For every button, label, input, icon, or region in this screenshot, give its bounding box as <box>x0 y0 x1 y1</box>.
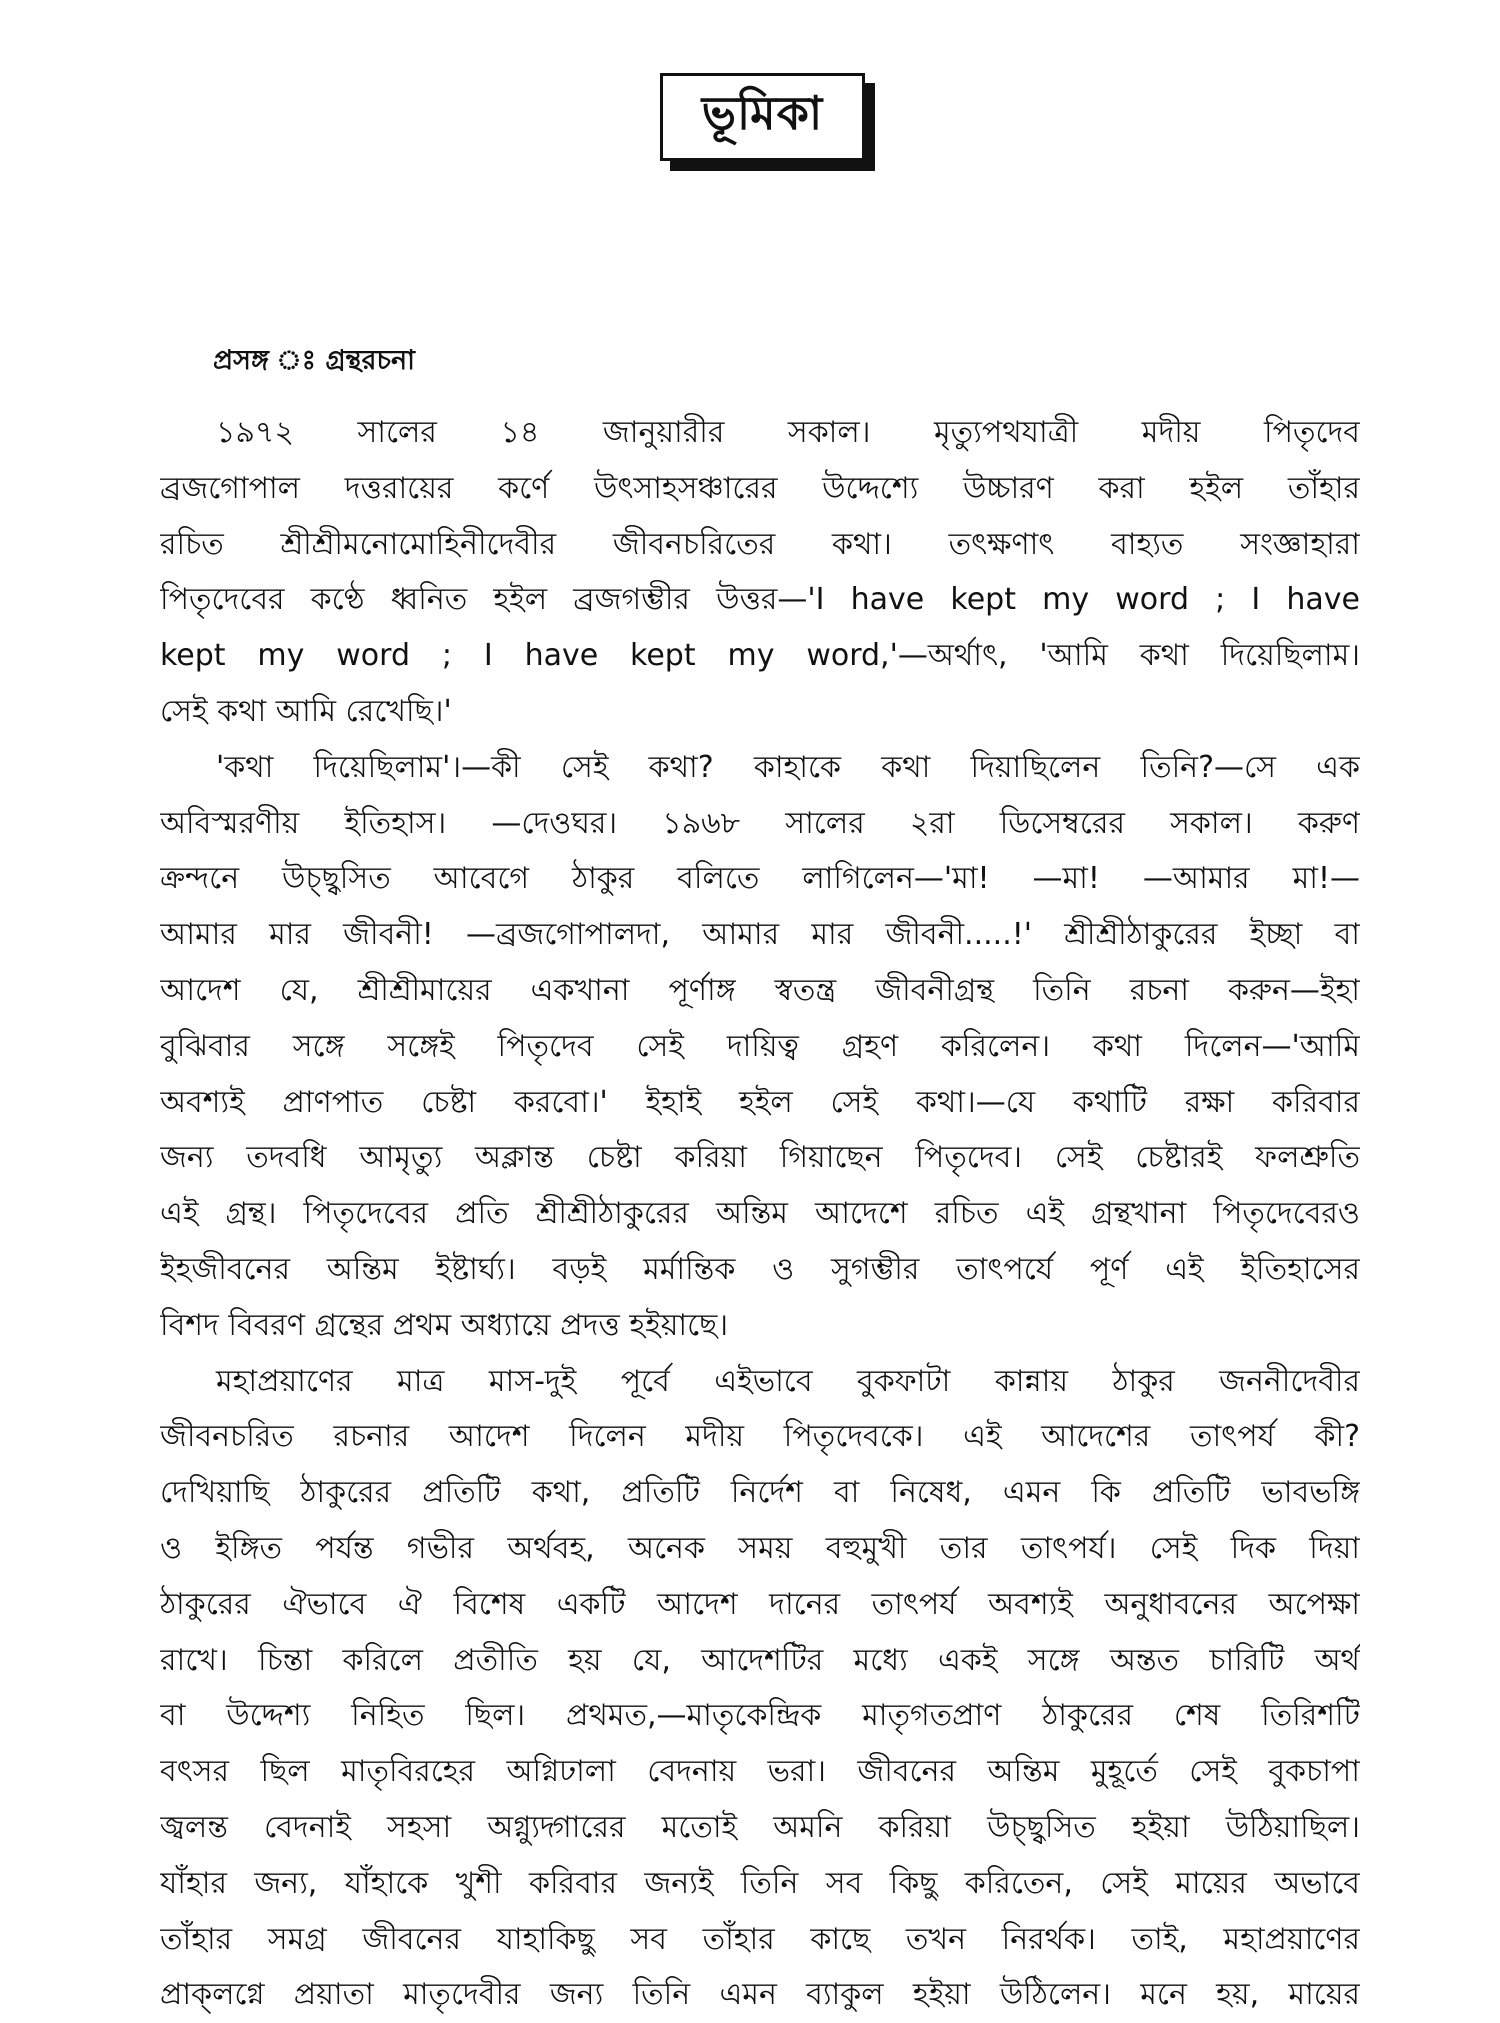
text-line: প্রাক্‌লগ্নে প্রয়াতা মাতৃদেবীর জন্য তিনি এমন ব্যাকুল হইয়া উঠিলেন। মনে হয়, মায়ের <box>160 1977 1360 2013</box>
title-box <box>660 73 865 161</box>
text-line: সেই কথা আমি রেখেছি।' <box>160 693 452 729</box>
text-line: আমার মার জীবনী! —ব্রজগোপালদা, আমার মার জীবনী.....!' শ্রীশ্রীঠাকুরের ইচ্ছা বা <box>160 917 1360 953</box>
text-line: জীবনচরিত রচনার আদেশ দিলেন মদীয় পিতৃদেবকে। এই আদেশের তাৎপর্য কী? <box>160 1419 1360 1455</box>
text-line: রচিত শ্রীশ্রীমনোমোহিনীদেবীর জীবনচরিতের কথা। তৎক্ষণাৎ বাহ্যত সংজ্ঞাহারা <box>160 526 1360 562</box>
text-line: ও ইঙ্গিত পর্যন্ত গভীর অর্থবহ, অনেক সময় বহুমুখী তার তাৎপর্য। সেই দিক দিয়া <box>160 1530 1360 1566</box>
text-line: ব্রজগোপাল দত্তরায়ের কর্ণে উৎসাহসঞ্চারের উদ্দেশ্যে উচ্চারণ করা হইল তাঁহার <box>160 470 1360 506</box>
text-line: দেখিয়াছি ঠাকুরের প্রতিটি কথা, প্রতিটি নির্দেশ বা নিষেধ, এমন কি প্রতিটি ভাবভঙ্গি <box>160 1475 1360 1511</box>
text-line: অবশ্যই প্রাণপাত চেষ্টা করবো।' ইহাই হইল সেই কথা।—যে কথাটি রক্ষা করিবার <box>160 1084 1360 1120</box>
text-line: বুঝিবার সঙ্গে সঙ্গেই পিতৃদেব সেই দায়িত্ব গ্রহণ করিলেন। কথা দিলেন—'আমি <box>160 1028 1360 1064</box>
text-line: আদেশ যে, শ্রীশ্রীমায়ের একখানা পূর্ণাঙ্গ স্বতন্ত্র জীবনীগ্রন্থ তিনি রচনা করুন—ইহা <box>160 972 1360 1008</box>
body-text <box>160 405 1360 2023</box>
text-line: পিতৃদেবের কণ্ঠে ধ্বনিত হইল ব্রজগম্ভীর উত্তর—'I have kept my word ; I have <box>160 582 1360 618</box>
text-line: জ্বলন্ত বেদনাই সহসা অগ্ন্যুদ্গারের মতোই অমনি করিয়া উচ্ছ্বসিত হইয়া উঠিয়াছিল। <box>160 1809 1360 1845</box>
text-line: বৎসর ছিল মাতৃবিরহের অগ্নিঢালা বেদনায় ভরা। জীবনের অন্তিম মুহূর্তে সেই বুকচাপা <box>160 1754 1360 1790</box>
text-line: রাখে। চিন্তা করিলে প্রতীতি হয় যে, আদেশটির মধ্যে একই সঙ্গে অন্তত চারিটি অর্থ <box>160 1642 1360 1678</box>
text-line: ক্রন্দনে উচ্ছ্বসিত আবেগে ঠাকুর বলিতে লাগিলেন—'মা! —মা! —আমার মা!— <box>160 861 1360 897</box>
text-line: ঠাকুরের ঐভাবে ঐ বিশেষ একটি আদেশ দানের তাৎপর্য অবশ্যই অনুধাবনের অপেক্ষা <box>160 1586 1360 1622</box>
text-line: বিশদ বিবরণ গ্রন্থের প্রথম অধ্যায়ে প্রদত্ত হইয়াছে। <box>160 1307 729 1343</box>
text-line: মহাপ্রয়াণের মাত্র মাস-দুই পূর্বে এইভাবে বুকফাটা কান্নায় ঠাকুর জননীদেবীর <box>216 1363 1360 1399</box>
text-line: বা উদ্দেশ্য নিহিত ছিল। প্রথমত,—মাতৃকেন্দ্রিক মাতৃগতপ্রাণ ঠাকুরের শেষ তিরিশটি <box>160 1698 1360 1734</box>
text-line: জন্য তদবধি আমৃত্যু অক্লান্ত চেষ্টা করিয়া গিয়াছেন পিতৃদেব। সেই চেষ্টারই ফলশ্রুতি <box>160 1140 1360 1176</box>
text-line: 'কথা দিয়েছিলাম'।—কী সেই কথা? কাহাকে কথা দিয়াছিলেন তিনি?—সে এক <box>216 749 1360 785</box>
page-title: ভূমিকা <box>701 86 824 140</box>
section-heading: প্রসঙ্গ ঃ গ্রন্থরচনা <box>213 345 415 376</box>
text-line: ১৯৭২ সালের ১৪ জানুয়ারীর সকাল। মৃত্যুপথযাত্রী মদীয় পিতৃদেব <box>216 415 1360 450</box>
text-line: ইহজীবনের অন্তিম ইষ্টার্ঘ্য। বড়ই মর্মান্তিক ও সুগম্ভীর তাৎপর্যে পূর্ণ এই ইতিহাসের <box>160 1251 1360 1287</box>
text-line: অবিস্মরণীয় ইতিহাস। —দেওঘর। ১৯৬৮ সালের ২রা ডিসেম্বরের সকাল। করুণ <box>160 805 1360 841</box>
text-line: যাঁহার জন্য, যাঁহাকে খুশী করিবার জন্যই তিনি সব কিছু করিতেন, সেই মায়ের অভাবে <box>160 1865 1360 1901</box>
text-line: kept my word ; I have kept my word,'—অর্থাৎ, 'আমি কথা দিয়েছিলাম। <box>160 638 1360 674</box>
text-line: তাঁহার সমগ্র জীবনের যাহাকিছু সব তাঁহার কাছে তখন নিরর্থক। তাই, মহাপ্রয়াণের <box>160 1921 1360 1957</box>
text-line: এই গ্রন্থ। পিতৃদেবের প্রতি শ্রীশ্রীঠাকুরের অন্তিম আদেশে রচিত এই গ্রন্থখানা পিতৃদেবেরও <box>160 1196 1360 1232</box>
